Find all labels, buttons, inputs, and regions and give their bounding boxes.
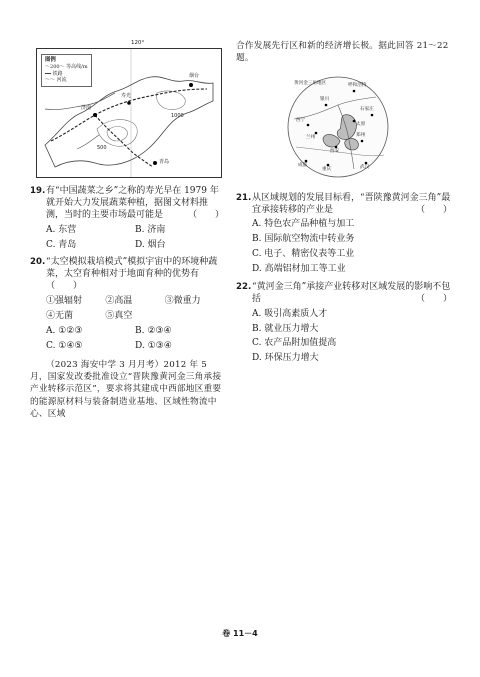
option-c[interactable]: C. 青岛 bbox=[46, 239, 77, 250]
city-dot bbox=[307, 123, 310, 126]
answer-paren: （ ） bbox=[416, 293, 453, 304]
place-label: 500 bbox=[97, 145, 107, 151]
option-d[interactable]: D. 烟台 bbox=[135, 239, 166, 250]
place-label: 济南 bbox=[81, 105, 92, 111]
city-dot bbox=[335, 145, 338, 148]
place-label: 青岛 bbox=[159, 159, 170, 165]
city-label: 重庆 bbox=[322, 166, 332, 172]
question-20 bbox=[30, 257, 224, 293]
options-20 bbox=[30, 326, 224, 353]
city-label: 石家庄 bbox=[360, 106, 374, 112]
yellow-river-triangle-map bbox=[286, 75, 390, 179]
question-stem: “黄河金三角”承接产业转移对区域发展的影响不包括 bbox=[252, 281, 451, 304]
city-label: 银川 bbox=[320, 96, 330, 102]
river bbox=[45, 93, 115, 110]
options-21 bbox=[236, 219, 452, 276]
city-dot bbox=[127, 101, 131, 105]
option-a[interactable]: A. 吸引高素质人才 bbox=[252, 308, 328, 319]
legend-label: 铁路 bbox=[52, 70, 63, 77]
city-label: 兰州 bbox=[306, 134, 316, 140]
options-22 bbox=[236, 309, 452, 366]
legend-label: 河流 bbox=[56, 77, 67, 84]
option-b[interactable]: B. 就业压力增大 bbox=[252, 323, 319, 334]
question-number: 21. bbox=[236, 192, 252, 203]
option-d[interactable]: D. 高端铝材加工等工业 bbox=[252, 264, 346, 275]
option-c[interactable]: C. 农产品附加值提高 bbox=[252, 338, 337, 349]
item: ④无菌 bbox=[46, 310, 74, 321]
city-dot bbox=[353, 89, 356, 92]
city-dot bbox=[327, 163, 330, 166]
question-19 bbox=[30, 186, 224, 222]
question-stem: 有“中国蔬菜之乡”之称的寿光早在 1979 年就开始大力发展蔬菜种植，据图文材料推测，当时的主要市场最可能是 bbox=[46, 186, 219, 220]
legend-title: 图例 bbox=[45, 57, 56, 63]
legend-label: 等高线/m bbox=[66, 64, 88, 71]
shandong-map bbox=[36, 40, 222, 178]
city-dot bbox=[353, 119, 356, 122]
river bbox=[77, 135, 99, 149]
city-dot bbox=[153, 161, 157, 165]
reading-passage: （2023 海安中学 3 月月考）2012 年 5 月，国家发改委批准设立“晋陕豫黄河金三角承接产业转移示范区”，要求将其建成中西部地区重要的能源原材料与装备制造业基地、区域性物流中心、区域 bbox=[30, 359, 222, 419]
city-dot bbox=[325, 103, 328, 106]
item: ①强辐射 bbox=[46, 296, 83, 306]
option-b[interactable]: B. ②③④ bbox=[135, 325, 172, 336]
question-22 bbox=[236, 282, 452, 306]
city-label: 西宁 bbox=[296, 117, 306, 123]
railway bbox=[95, 115, 153, 167]
place-label: 烟台 bbox=[189, 73, 200, 79]
city-label: 呼和浩特 bbox=[348, 82, 367, 88]
contour-value: 200 bbox=[50, 64, 60, 71]
city-label: 郑州 bbox=[356, 132, 366, 138]
contour-ring bbox=[107, 127, 127, 142]
option-d[interactable]: D. ①③④ bbox=[135, 340, 172, 351]
city-dot bbox=[361, 139, 364, 142]
right-column bbox=[236, 34, 452, 365]
city-dot bbox=[93, 113, 97, 117]
item: ③微重力 bbox=[164, 296, 201, 306]
option-a[interactable]: A. 特色农产品种植与加工 bbox=[252, 219, 355, 230]
city-label: 西安 bbox=[330, 148, 340, 154]
place-label: 寿光 bbox=[121, 93, 132, 99]
map-circle-frame bbox=[288, 77, 388, 177]
option-b[interactable]: B. 国际航空物流中转业务 bbox=[252, 234, 355, 245]
longitude-label: 120° bbox=[131, 40, 145, 46]
map-title: 黄河金三角地区 bbox=[294, 80, 327, 86]
option-a[interactable]: A. 东营 bbox=[46, 224, 77, 235]
legend-item-river: ～～ 河流 bbox=[45, 77, 67, 84]
city-dot bbox=[305, 159, 308, 162]
answer-paren: （ ） bbox=[188, 209, 225, 220]
city-label: 武汉 bbox=[360, 164, 370, 170]
option-d[interactable]: D. 环保压力增大 bbox=[252, 353, 319, 364]
legend-item-railway: ━━ 铁路 bbox=[45, 70, 63, 77]
city-dot bbox=[315, 131, 318, 134]
option-c[interactable]: C. ①④⑤ bbox=[46, 340, 83, 351]
city-dot bbox=[189, 83, 193, 87]
place-label: 1000 bbox=[171, 113, 184, 119]
city-label: 太原 bbox=[356, 121, 366, 127]
page-number: 卷 11－4 bbox=[222, 629, 258, 638]
option-b[interactable]: B. 济南 bbox=[135, 224, 166, 235]
city-label: 成都 bbox=[298, 162, 308, 168]
map-legend bbox=[41, 54, 92, 87]
reading-passage-continued: 合作发展先行区和新的经济增长极。据此回答 21～22 题。 bbox=[236, 41, 449, 64]
option-c[interactable]: C. 电子、精密仪表等工业 bbox=[252, 249, 355, 260]
question-number: 19. bbox=[30, 186, 46, 196]
question-number: 20. bbox=[30, 257, 46, 268]
item: ②高温 bbox=[105, 296, 133, 306]
option-a[interactable]: A. ①②③ bbox=[46, 325, 83, 336]
items-20 bbox=[30, 296, 224, 323]
legend-item-contour: ～200～ 等高线/m bbox=[45, 64, 88, 71]
item: ⑤真空 bbox=[105, 310, 133, 321]
city-dot bbox=[371, 113, 374, 116]
question-stem: 从区域规划的发展目标看，“晋陕豫黄河金三角”最宜承接转移的产业是 bbox=[252, 192, 451, 215]
question-21 bbox=[236, 193, 452, 217]
city-dot bbox=[365, 161, 368, 164]
question-stem: “太空模拟栽培模式”模拟宇宙中的环境种蔬菜，太空育种相对于地面育种的优势有（ ） bbox=[46, 257, 218, 292]
answer-paren: （ ） bbox=[416, 204, 453, 215]
question-number: 22. bbox=[236, 281, 252, 292]
options-19 bbox=[30, 225, 224, 252]
left-column bbox=[30, 34, 224, 420]
